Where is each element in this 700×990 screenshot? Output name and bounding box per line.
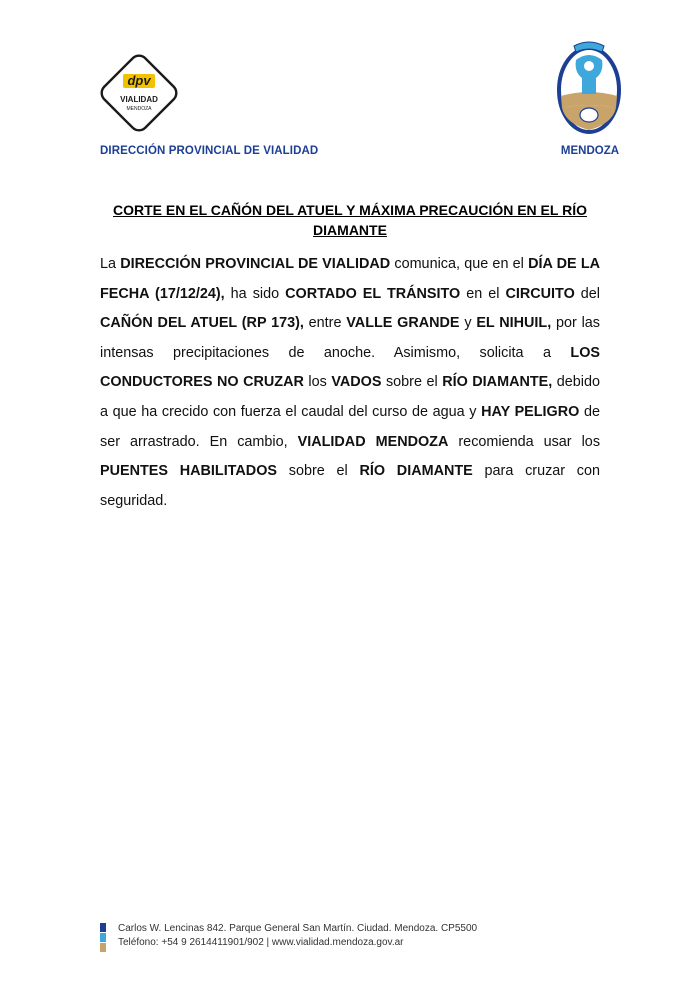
- footer-address: Carlos W. Lencinas 842. Parque General San Martín. Ciudad. Mendoza. CP5500: [118, 923, 478, 934]
- dpv-caption: DIRECCIÓN PROVINCIAL DE VIALIDAD: [100, 145, 319, 157]
- document-body: [100, 250, 600, 516]
- body-text-run: recomienda usar los: [448, 433, 601, 450]
- footer-bar-tan: [100, 943, 106, 952]
- body-emphasis: VALLE GRANDE: [346, 315, 460, 332]
- body-text-run: de ser arrastrado. En cambio,: [100, 403, 600, 450]
- footer-contact: Teléfono: +54 9 2614411901/902 | www.vialidad.mendoza.gov.ar: [118, 937, 404, 948]
- body-emphasis: DÍA DE LA FECHA (17/12/24),: [100, 256, 600, 302]
- document-title: CORTE EN EL CAÑÓN DEL ATUEL Y MÁXIMA PRECAUCIÓN EN EL RÍO DIAMANTE: [113, 202, 587, 238]
- body-text-run: y: [459, 315, 477, 332]
- body-emphasis: VIALIDAD MENDOZA: [297, 433, 449, 450]
- footer-bar-blue: [100, 923, 106, 932]
- body-text-run: para cruzar con seguridad.: [100, 463, 601, 509]
- body-text-run: sobre el: [277, 463, 360, 480]
- body-text-run: comunica, que en el: [390, 256, 529, 272]
- body-emphasis: CORTADO EL TRÁNSITO: [285, 285, 461, 302]
- body-text-run: por las intensas precipitaciones de anoche. Asimismo, solicita a: [100, 315, 600, 361]
- body-text-run: entre: [303, 315, 347, 332]
- page-header: [0, 0, 700, 170]
- body-emphasis: LOS CONDUCTORES NO CRUZAR: [100, 344, 600, 391]
- body-emphasis: HAY PELIGRO: [481, 403, 580, 420]
- svg-text:dpv: dpv: [127, 73, 151, 88]
- body-text-run: del: [574, 285, 600, 302]
- body-text-run: ha sido: [224, 285, 286, 302]
- svg-text:VIALIDAD: VIALIDAD: [120, 95, 158, 104]
- body-emphasis: VADOS: [331, 374, 382, 391]
- body-emphasis: CIRCUITO: [505, 285, 575, 302]
- body-text-run: debido a que ha crecido con fuerza el caudal del curso de agua y: [100, 374, 600, 420]
- body-text-run: los: [303, 374, 332, 391]
- body-emphasis: RÍO DIAMANTE,: [442, 374, 553, 391]
- dpv-vialidad-logo: [96, 50, 182, 136]
- mendoza-coat-of-arms-icon: [552, 38, 626, 138]
- body-emphasis: DIRECCIÓN PROVINCIAL DE VIALIDAD: [120, 256, 391, 272]
- mendoza-caption: MENDOZA: [560, 145, 620, 157]
- footer-bar-cyan: [100, 933, 106, 942]
- body-emphasis: RÍO DIAMANTE: [359, 463, 473, 480]
- body-text-run: La: [100, 256, 121, 272]
- body-text-run: en el: [460, 285, 506, 302]
- page-footer: [100, 920, 620, 980]
- body-text-run: sobre el: [381, 374, 443, 391]
- body-emphasis: CAÑÓN DEL ATUEL (RP 173),: [100, 315, 304, 332]
- svg-text:MENDOZA: MENDOZA: [126, 106, 152, 112]
- body-emphasis: PUENTES HABILITADOS: [100, 463, 277, 480]
- body-emphasis: EL NIHUIL,: [476, 315, 552, 332]
